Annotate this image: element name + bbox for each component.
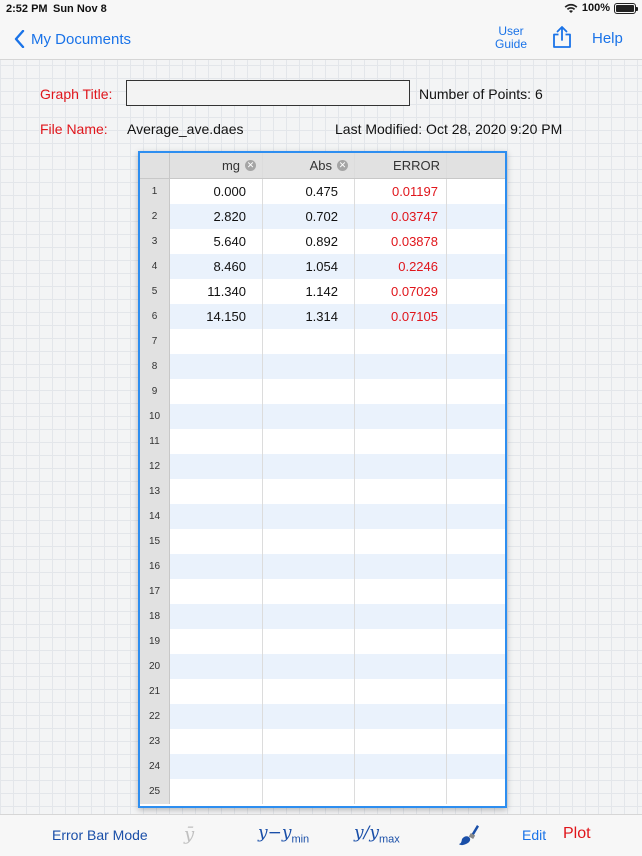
row-number: 19 bbox=[140, 629, 170, 654]
row-number: 13 bbox=[140, 479, 170, 504]
table-cell[interactable]: 0.03878 bbox=[355, 229, 447, 254]
table-cell[interactable] bbox=[355, 504, 447, 529]
bottom-toolbar bbox=[0, 814, 642, 856]
row-number: 5 bbox=[140, 279, 170, 304]
table-cell[interactable] bbox=[170, 629, 263, 654]
table-cell-empty bbox=[447, 304, 505, 329]
row-number: 24 bbox=[140, 754, 170, 779]
chevron-left-icon bbox=[14, 30, 25, 48]
file-name-label: File Name: bbox=[40, 121, 108, 137]
table-row bbox=[140, 329, 505, 354]
back-button[interactable] bbox=[14, 30, 131, 48]
table-cell[interactable]: 8.460 bbox=[170, 254, 263, 279]
table-cell[interactable]: 0.702 bbox=[263, 204, 355, 229]
table-row bbox=[140, 354, 505, 379]
share-icon bbox=[552, 25, 572, 49]
table-cell[interactable] bbox=[170, 329, 263, 354]
column-header-mg[interactable] bbox=[170, 153, 263, 178]
help-button[interactable]: Help bbox=[592, 30, 623, 47]
table-cell[interactable] bbox=[170, 354, 263, 379]
row-number: 11 bbox=[140, 429, 170, 454]
row-number: 9 bbox=[140, 379, 170, 404]
paintbrush-icon bbox=[458, 823, 480, 847]
table-cell-empty bbox=[447, 604, 505, 629]
table-cell[interactable] bbox=[355, 629, 447, 654]
y-minus-ymin-button[interactable] bbox=[258, 823, 309, 845]
corner-cell bbox=[140, 153, 170, 178]
table-cell[interactable]: 0.892 bbox=[263, 229, 355, 254]
table-cell[interactable] bbox=[263, 454, 355, 479]
user-guide-button[interactable] bbox=[492, 25, 530, 51]
table-cell[interactable] bbox=[355, 354, 447, 379]
table-row bbox=[140, 254, 505, 279]
row-number: 20 bbox=[140, 654, 170, 679]
table-cell-empty bbox=[447, 179, 505, 204]
table-cell[interactable] bbox=[355, 429, 447, 454]
table-cell[interactable]: 14.150 bbox=[170, 304, 263, 329]
table-cell[interactable] bbox=[170, 779, 263, 804]
error-bar-mode-button[interactable]: Error Bar Mode bbox=[52, 827, 148, 843]
nav-bar bbox=[0, 18, 642, 60]
table-cell[interactable] bbox=[263, 779, 355, 804]
table-cell[interactable]: 5.640 bbox=[170, 229, 263, 254]
table-cell[interactable] bbox=[263, 604, 355, 629]
table-cell[interactable]: 0.2246 bbox=[355, 254, 447, 279]
table-cell[interactable]: 1.142 bbox=[263, 279, 355, 304]
row-number: 21 bbox=[140, 679, 170, 704]
table-cell[interactable] bbox=[170, 404, 263, 429]
table-cell-empty bbox=[447, 479, 505, 504]
table-row bbox=[140, 604, 505, 629]
table-cell[interactable] bbox=[263, 579, 355, 604]
table-cell[interactable] bbox=[170, 679, 263, 704]
table-cell[interactable] bbox=[263, 504, 355, 529]
table-cell-empty bbox=[447, 454, 505, 479]
table-cell-empty bbox=[447, 504, 505, 529]
user-guide-line1: User bbox=[498, 24, 524, 38]
table-cell[interactable] bbox=[170, 429, 263, 454]
table-cell[interactable] bbox=[355, 379, 447, 404]
row-number: 16 bbox=[140, 554, 170, 579]
table-row bbox=[140, 179, 505, 204]
table-cell-empty bbox=[447, 329, 505, 354]
table-cell[interactable] bbox=[263, 754, 355, 779]
number-of-points: Number of Points: 6 bbox=[419, 86, 543, 102]
table-row bbox=[140, 654, 505, 679]
table-cell-empty bbox=[447, 629, 505, 654]
y-div-ymax-button[interactable] bbox=[354, 823, 400, 845]
table-cell[interactable] bbox=[263, 429, 355, 454]
table-row bbox=[140, 379, 505, 404]
y-minus-label: y−y bbox=[258, 823, 292, 843]
y-div-label: y/y bbox=[354, 823, 379, 843]
table-cell[interactable] bbox=[170, 479, 263, 504]
table-cell-empty bbox=[447, 554, 505, 579]
share-button[interactable] bbox=[552, 25, 572, 54]
status-date: Sun Nov 8 bbox=[53, 3, 107, 15]
table-cell[interactable] bbox=[355, 554, 447, 579]
user-guide-line2: Guide bbox=[494, 37, 528, 51]
table-cell-empty bbox=[447, 579, 505, 604]
battery-percent: 100% bbox=[581, 2, 610, 14]
table-row bbox=[140, 754, 505, 779]
column-header-label: Abs bbox=[309, 158, 332, 173]
clear-column-icon[interactable]: ✕ bbox=[246, 160, 255, 170]
graph-title-input[interactable] bbox=[126, 80, 410, 106]
column-header-abs[interactable] bbox=[263, 153, 355, 178]
row-number: 22 bbox=[140, 704, 170, 729]
row-number: 15 bbox=[140, 529, 170, 554]
table-cell[interactable] bbox=[170, 579, 263, 604]
wifi-icon bbox=[564, 3, 578, 14]
table-cell-empty bbox=[447, 704, 505, 729]
table-row bbox=[140, 304, 505, 329]
table-cell[interactable] bbox=[263, 479, 355, 504]
status-right bbox=[564, 2, 636, 14]
file-name-value: Average_ave.daes bbox=[127, 121, 244, 137]
row-number: 18 bbox=[140, 604, 170, 629]
table-cell[interactable] bbox=[355, 779, 447, 804]
header-row bbox=[140, 153, 505, 179]
table-row bbox=[140, 679, 505, 704]
table-row bbox=[140, 629, 505, 654]
table-cell[interactable]: 0.07029 bbox=[355, 279, 447, 304]
table-cell-empty bbox=[447, 779, 505, 804]
table-row bbox=[140, 529, 505, 554]
clear-column-icon[interactable]: ✕ bbox=[338, 160, 347, 170]
table-cell[interactable] bbox=[355, 704, 447, 729]
row-number: 1 bbox=[140, 179, 170, 204]
data-spreadsheet bbox=[138, 151, 507, 808]
table-row bbox=[140, 454, 505, 479]
table-cell[interactable] bbox=[263, 354, 355, 379]
table-row bbox=[140, 429, 505, 454]
table-cell[interactable] bbox=[263, 379, 355, 404]
y-minus-sub: min bbox=[291, 833, 310, 846]
table-cell[interactable] bbox=[263, 529, 355, 554]
table-cell[interactable] bbox=[170, 604, 263, 629]
row-number: 17 bbox=[140, 579, 170, 604]
table-cell-empty bbox=[447, 654, 505, 679]
table-row bbox=[140, 704, 505, 729]
table-cell-empty bbox=[447, 404, 505, 429]
table-cell-empty bbox=[447, 679, 505, 704]
table-cell-empty bbox=[447, 229, 505, 254]
table-row bbox=[140, 554, 505, 579]
table-row bbox=[140, 779, 505, 804]
table-cell[interactable] bbox=[170, 729, 263, 754]
table-cell[interactable] bbox=[263, 679, 355, 704]
edit-button[interactable]: Edit bbox=[522, 827, 547, 843]
table-cell[interactable] bbox=[263, 554, 355, 579]
table-cell-empty bbox=[447, 729, 505, 754]
column-header-label: mg bbox=[221, 158, 240, 173]
table-cell-empty bbox=[447, 379, 505, 404]
table-cell[interactable] bbox=[355, 679, 447, 704]
table-cell[interactable] bbox=[170, 754, 263, 779]
status-time: 2:52 PM bbox=[6, 3, 48, 15]
table-cell[interactable] bbox=[263, 629, 355, 654]
table-cell[interactable]: 0.475 bbox=[263, 179, 355, 204]
table-cell[interactable] bbox=[263, 329, 355, 354]
table-cell[interactable] bbox=[263, 654, 355, 679]
row-number: 4 bbox=[140, 254, 170, 279]
table-cell[interactable] bbox=[170, 654, 263, 679]
table-row bbox=[140, 579, 505, 604]
table-cell[interactable]: 1.054 bbox=[263, 254, 355, 279]
table-cell[interactable]: 0.03747 bbox=[355, 204, 447, 229]
status-bar bbox=[0, 0, 642, 18]
paintbrush-button[interactable] bbox=[458, 823, 480, 850]
table-cell-empty bbox=[447, 754, 505, 779]
table-cell[interactable] bbox=[355, 604, 447, 629]
table-cell[interactable]: 0.01197 bbox=[355, 179, 447, 204]
table-cell[interactable] bbox=[355, 729, 447, 754]
table-row bbox=[140, 479, 505, 504]
plot-button[interactable]: Plot bbox=[563, 825, 591, 842]
row-number: 10 bbox=[140, 404, 170, 429]
table-cell[interactable] bbox=[355, 404, 447, 429]
table-cell[interactable] bbox=[263, 704, 355, 729]
table-cell[interactable]: 2.820 bbox=[170, 204, 263, 229]
row-number: 8 bbox=[140, 354, 170, 379]
table-cell[interactable] bbox=[170, 704, 263, 729]
row-number: 3 bbox=[140, 229, 170, 254]
table-cell[interactable] bbox=[355, 329, 447, 354]
table-cell[interactable] bbox=[170, 379, 263, 404]
table-cell[interactable]: 1.314 bbox=[263, 304, 355, 329]
table-cell[interactable] bbox=[170, 529, 263, 554]
row-number: 14 bbox=[140, 504, 170, 529]
row-number: 2 bbox=[140, 204, 170, 229]
table-row bbox=[140, 404, 505, 429]
table-cell[interactable] bbox=[355, 479, 447, 504]
table-cell[interactable] bbox=[355, 654, 447, 679]
table-cell[interactable] bbox=[355, 529, 447, 554]
y-div-sub: max bbox=[378, 833, 400, 846]
table-cell[interactable] bbox=[263, 404, 355, 429]
table-row bbox=[140, 229, 505, 254]
table-row bbox=[140, 204, 505, 229]
table-row bbox=[140, 279, 505, 304]
y-bar-button[interactable]: ȳ bbox=[184, 824, 195, 845]
table-cell[interactable] bbox=[355, 579, 447, 604]
graph-title-label: Graph Title: bbox=[40, 86, 113, 102]
back-label: My Documents bbox=[31, 30, 132, 48]
column-header-label: ERROR bbox=[393, 158, 440, 173]
row-number: 7 bbox=[140, 329, 170, 354]
table-row bbox=[140, 504, 505, 529]
empty-header-cell bbox=[447, 153, 505, 178]
table-cell[interactable] bbox=[170, 554, 263, 579]
table-cell-empty bbox=[447, 529, 505, 554]
table-cell[interactable] bbox=[355, 754, 447, 779]
table-cell-empty bbox=[447, 429, 505, 454]
table-cell[interactable] bbox=[170, 454, 263, 479]
table-cell-empty bbox=[447, 254, 505, 279]
table-cell[interactable] bbox=[170, 504, 263, 529]
battery-icon bbox=[614, 3, 636, 14]
table-cell[interactable]: 0.000 bbox=[170, 179, 263, 204]
table-cell[interactable] bbox=[355, 454, 447, 479]
row-number: 25 bbox=[140, 779, 170, 804]
table-cell-empty bbox=[447, 279, 505, 304]
table-row bbox=[140, 729, 505, 754]
table-cell[interactable] bbox=[263, 729, 355, 754]
table-cell[interactable]: 11.340 bbox=[170, 279, 263, 304]
row-number: 6 bbox=[140, 304, 170, 329]
column-header-error[interactable] bbox=[355, 153, 447, 178]
table-cell-empty bbox=[447, 354, 505, 379]
table-cell-empty bbox=[447, 204, 505, 229]
row-number: 23 bbox=[140, 729, 170, 754]
table-cell[interactable]: 0.07105 bbox=[355, 304, 447, 329]
last-modified: Last Modified: Oct 28, 2020 9:20 PM bbox=[335, 121, 563, 137]
row-number: 12 bbox=[140, 454, 170, 479]
